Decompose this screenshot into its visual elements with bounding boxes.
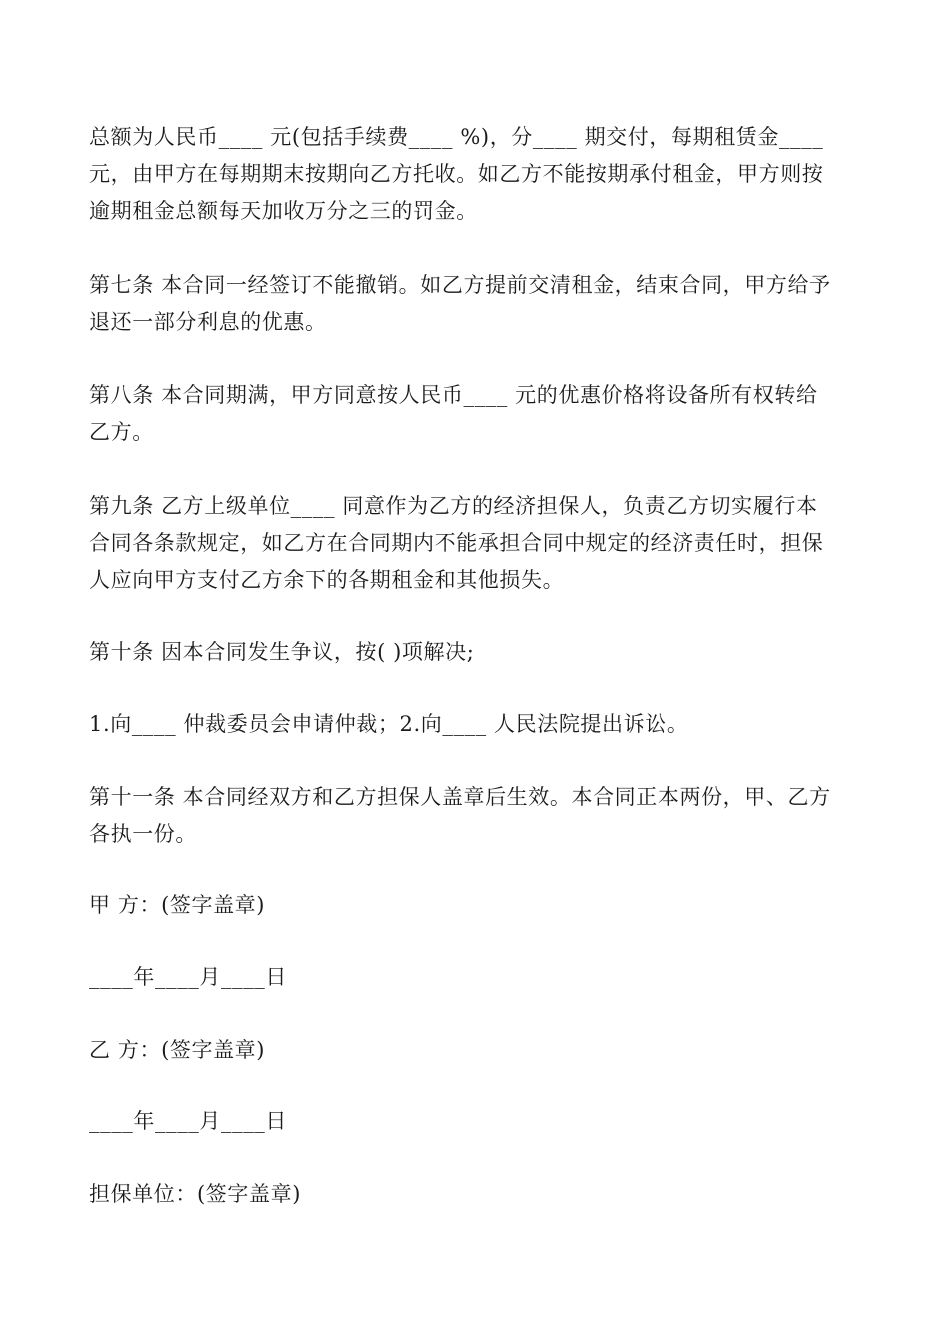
dispute-options-line: 1.向____ 仲裁委员会申请仲裁；2.向____ 人民法院提出诉讼。: [89, 712, 689, 736]
rent-terms-line-3: 逾期租金总额每天加收万分之三的罚金。: [89, 199, 478, 223]
guarantor-signature: 担保单位：(签字盖章): [89, 1182, 301, 1206]
article-9-line-2: 合同各条款规定，如乙方在合同期内不能承担合同中规定的经济责任时，担保: [89, 531, 824, 555]
article-11-line-2: 各执一份。: [89, 822, 197, 846]
article-7-line-1: 第七条 本合同一经签订不能撤销。如乙方提前交清租金，结束合同，甲方给予: [89, 273, 831, 297]
article-7-line-2: 退还一部分利息的优惠。: [89, 310, 327, 334]
party-a-signature: 甲 方：(签字盖章): [89, 893, 266, 917]
article-8-line-2: 乙方。: [89, 420, 154, 444]
article-8-line-1: 第八条 本合同期满，甲方同意按人民币____ 元的优惠价格将设备所有权转给: [89, 383, 818, 407]
party-b-signature: 乙 方：(签字盖章): [89, 1038, 266, 1062]
article-10-line-1: 第十条 因本合同发生争议，按( )项解决;: [89, 640, 475, 664]
article-9-line-1: 第九条 乙方上级单位____ 同意作为乙方的经济担保人，负责乙方切实履行本: [89, 494, 818, 518]
rent-terms-line-1: 总额为人民币____ 元(包括手续费____ %)，分____ 期交付，每期租赁金____: [89, 125, 824, 149]
article-11-line-1: 第十一条 本合同经双方和乙方担保人盖章后生效。本合同正本两份，甲、乙方: [89, 785, 831, 809]
rent-terms-line-2: 元，由甲方在每期期末按期向乙方托收。如乙方不能按期承付租金，甲方则按: [89, 162, 824, 186]
party-b-date: ____年____月____日: [89, 1109, 287, 1133]
party-a-date: ____年____月____日: [89, 965, 287, 989]
article-9-line-3: 人应向甲方支付乙方余下的各期租金和其他损失。: [89, 568, 565, 592]
